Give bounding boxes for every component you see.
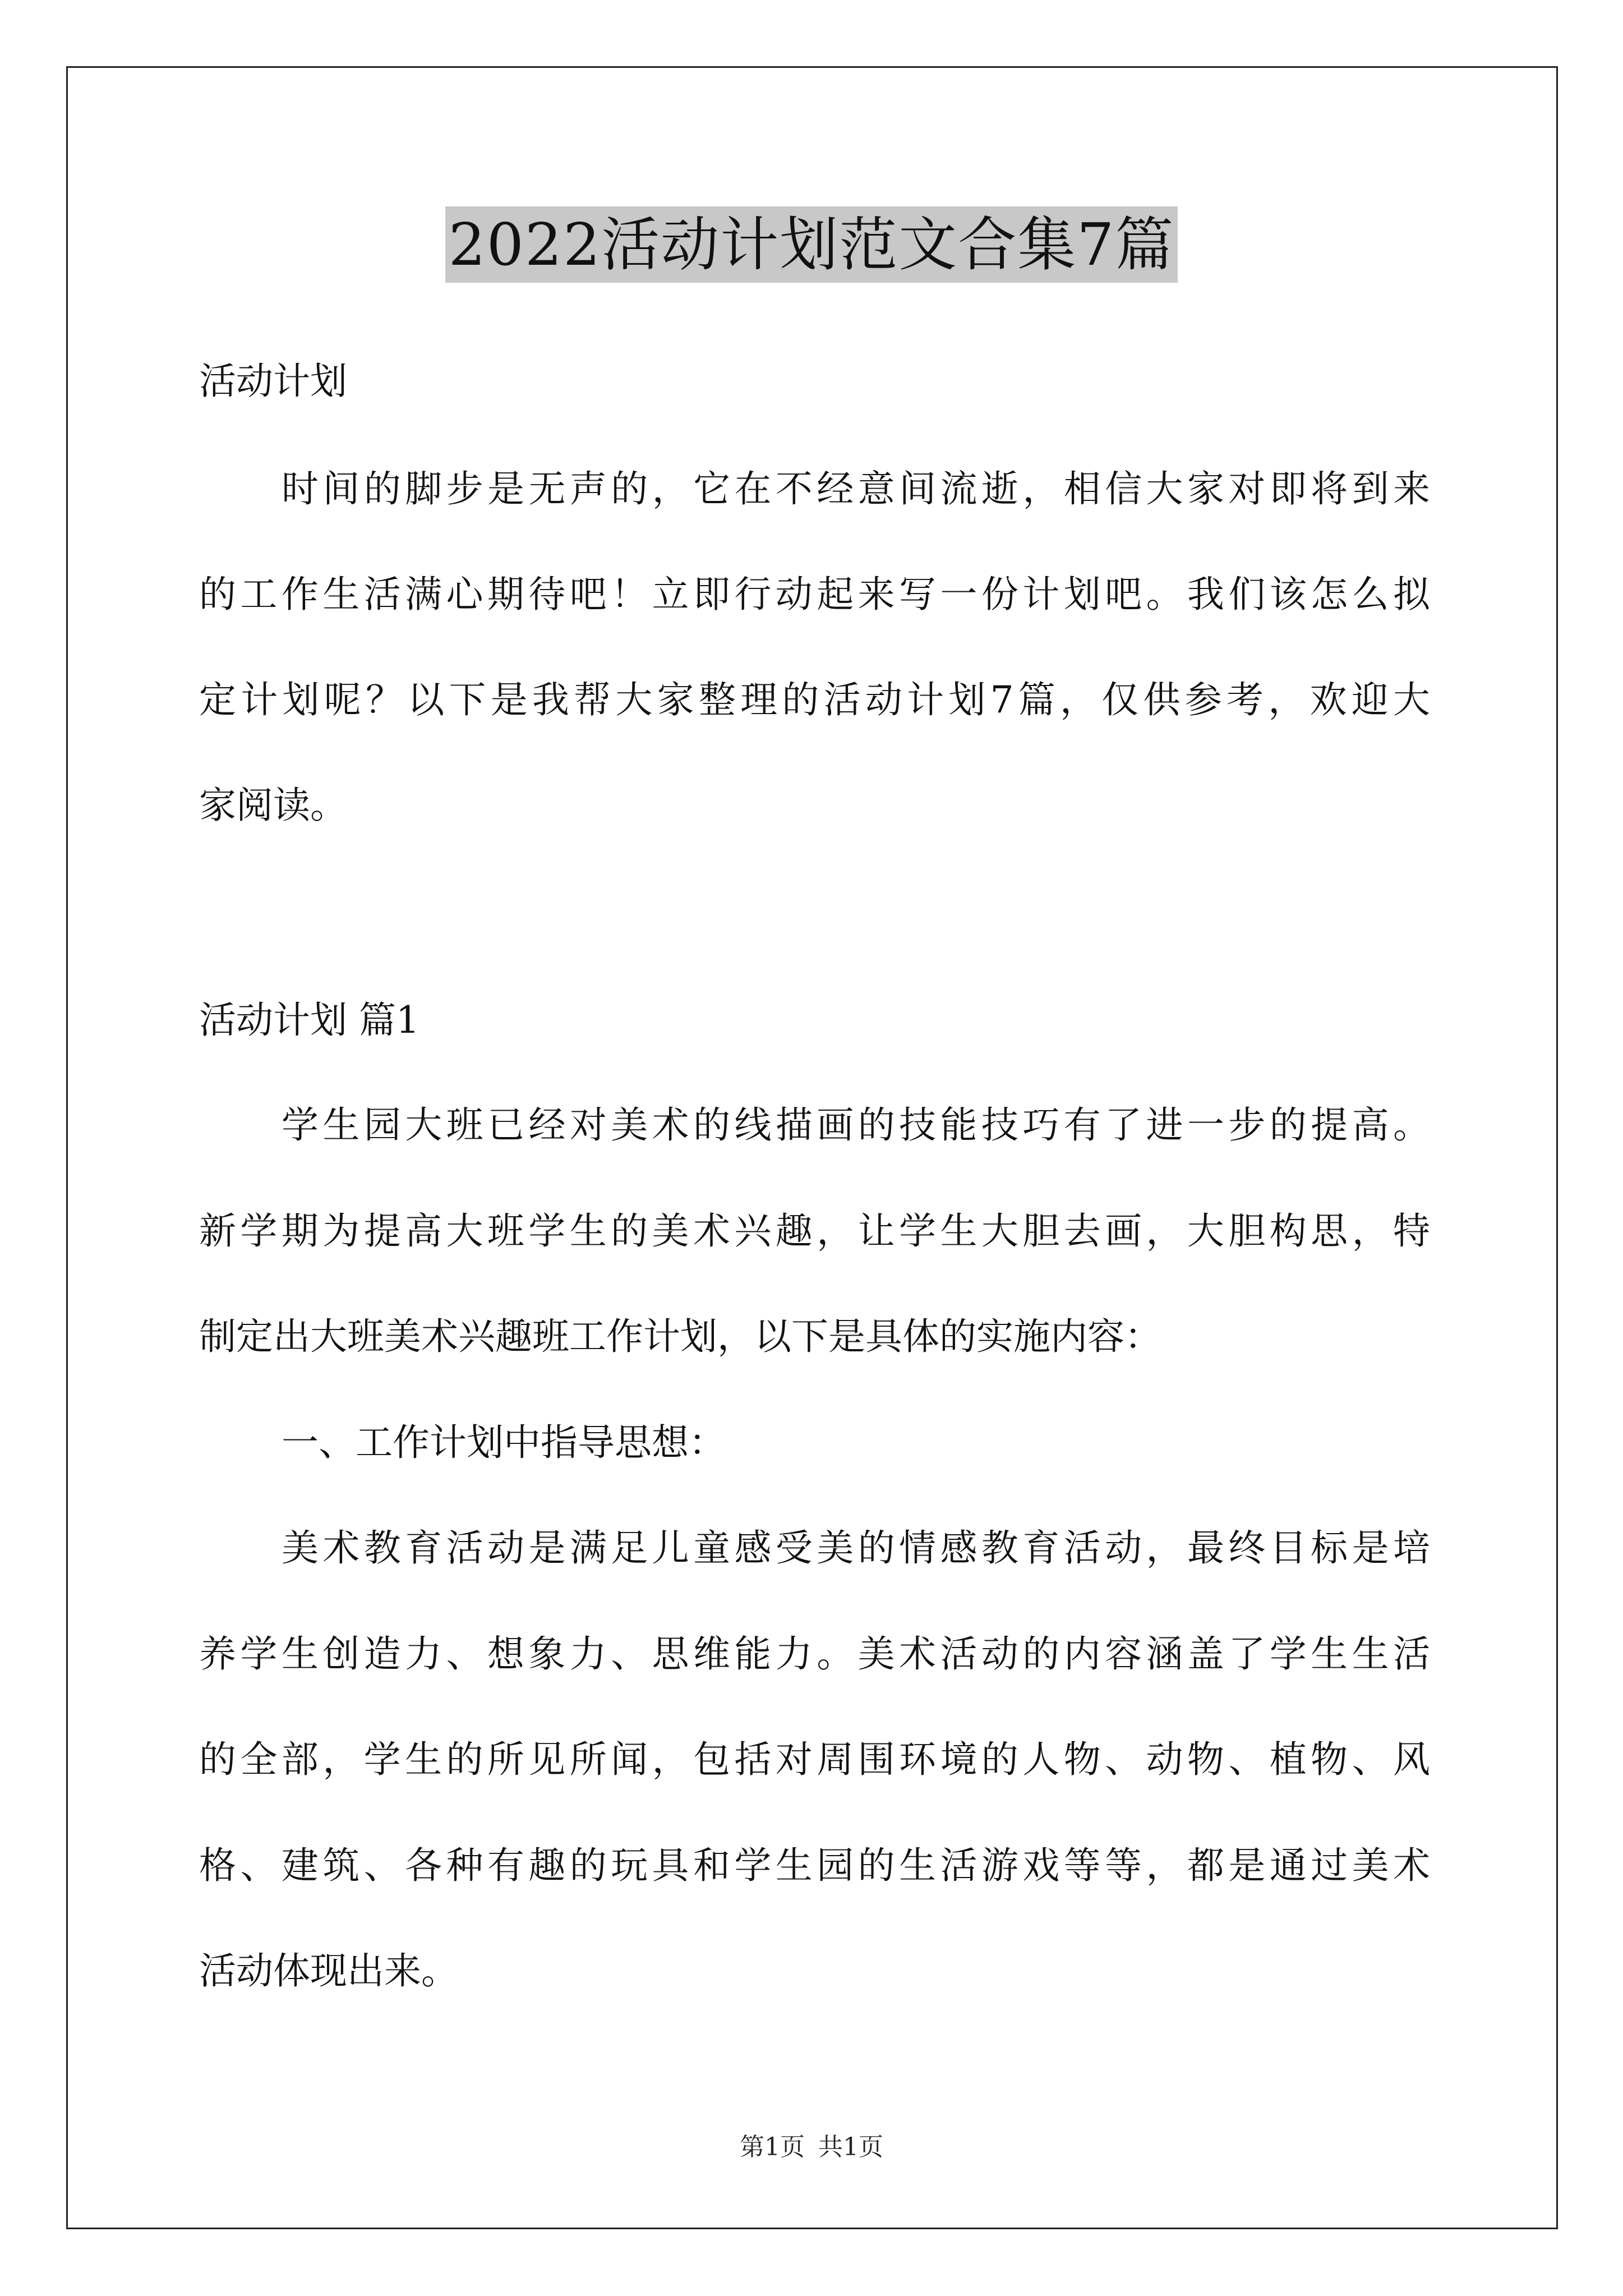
page-number-total: 共1页 xyxy=(818,2133,883,2161)
intro-line-1: 时间的脚步是无声的，它在不经意间流逝，相信大家对即将到来 xyxy=(282,467,1430,510)
section1-para2-line-3: 的全部，学生的所见所闻，包括对周围环境的人物、动物、植物、风 xyxy=(199,1738,1430,1781)
section1-subheading: 一、工作计划中指导思想： xyxy=(282,1421,726,1464)
section1-heading: 活动计划 篇1 xyxy=(199,999,419,1042)
section1-para2-line-4: 格、建筑、各种有趣的玩具和学生园的生活游戏等等，都是通过美术 xyxy=(199,1844,1430,1887)
document-title: 2022活动计划范文合集7篇 xyxy=(445,206,1178,283)
section1-para2-line-1: 美术教育活动是满足儿童感受美的情感教育活动，最终目标是培 xyxy=(282,1526,1430,1570)
page-number-current: 第1页 xyxy=(740,2133,805,2161)
section1-para1-line-1: 学生园大班已经对美术的线描画的技能技巧有了进一步的提高。 xyxy=(282,1103,1430,1147)
intro-line-2: 的工作生活满心期待吧！立即行动起来写一份计划吧。我们该怎么拟 xyxy=(199,573,1430,616)
section1-para1-line-2: 新学期为提高大班学生的美术兴趣，让学生大胆去画，大胆构思，特 xyxy=(199,1209,1430,1253)
title-area xyxy=(0,206,1623,283)
section1-para2-line-5: 活动体现出来。 xyxy=(199,1949,458,1993)
page-footer xyxy=(0,2132,1623,2163)
intro-line-4: 家阅读。 xyxy=(199,784,347,827)
section1-para1-line-3: 制定出大班美术兴趣班工作计划，以下是具体的实施内容： xyxy=(199,1315,1161,1358)
intro-line-3: 定计划呢？以下是我帮大家整理的活动计划7篇，仅供参考，欢迎大 xyxy=(199,678,1430,721)
section1-para2-line-2: 养学生创造力、想象力、思维能力。美术活动的内容涵盖了学生生活 xyxy=(199,1632,1430,1676)
intro-heading: 活动计划 xyxy=(199,360,347,403)
